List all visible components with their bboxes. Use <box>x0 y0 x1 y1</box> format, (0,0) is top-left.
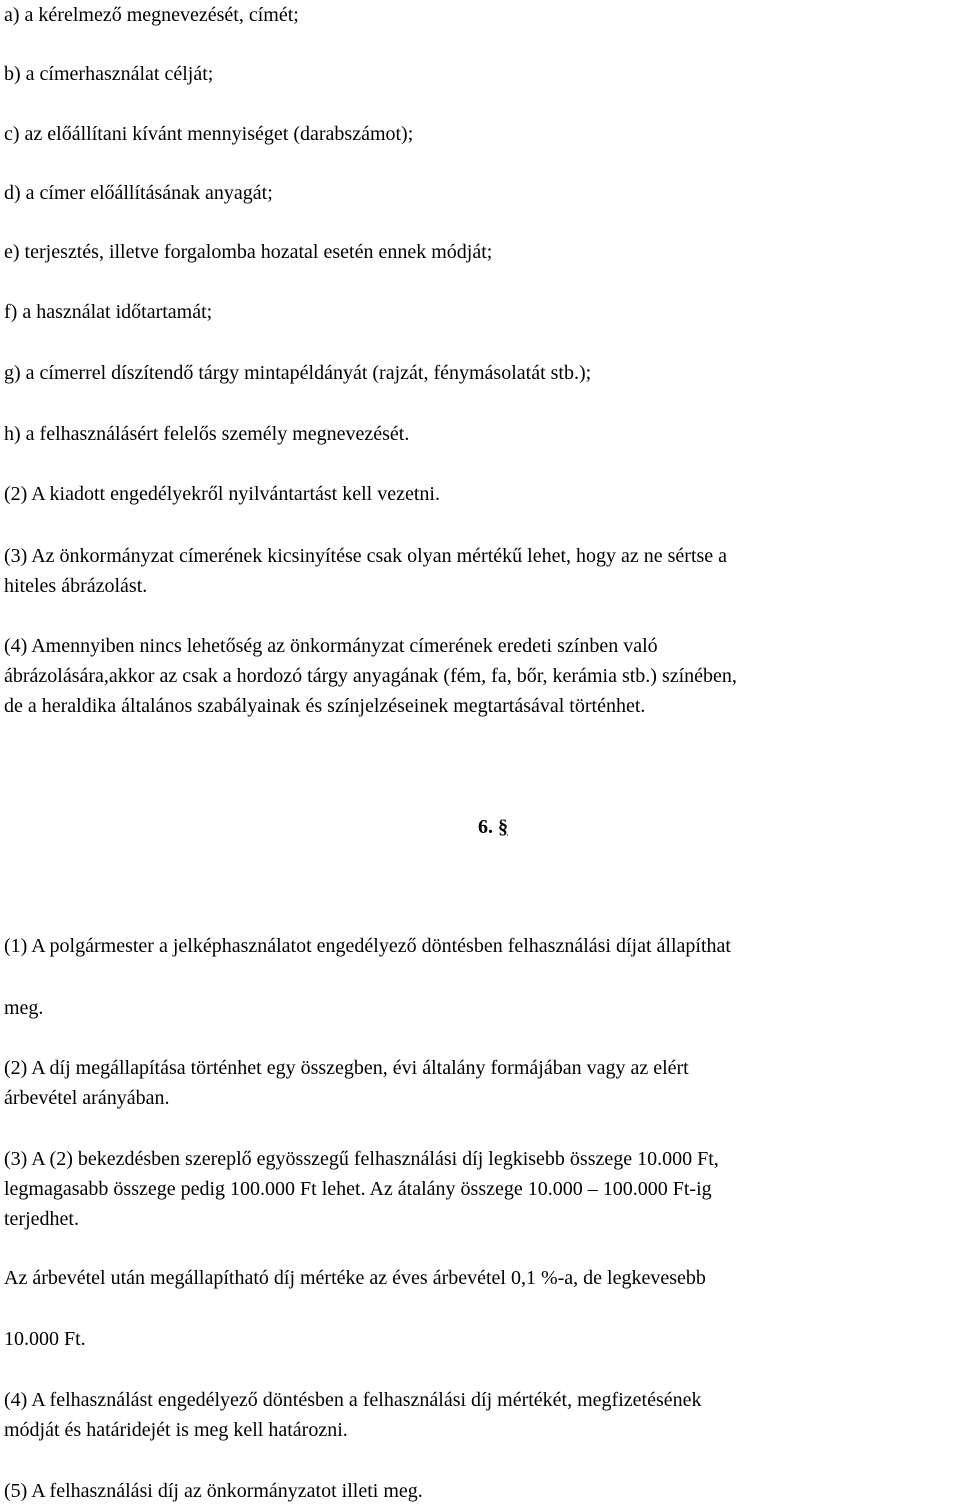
revenue-fee-line-2: 10.000 Ft. <box>4 1328 86 1350</box>
paragraph-3-line-2: hiteles ábrázolást. <box>4 575 148 597</box>
list-item-f: f) a használat időtartamát; <box>4 301 213 323</box>
paragraph-4-line-1: (4) Amennyiben nincs lehetőség az önkormányzat címerének eredeti színben való <box>4 635 658 657</box>
section-heading <box>478 815 508 839</box>
list-item-d: d) a címer előállításának anyagát; <box>4 182 273 204</box>
fee-paragraph-4-line-2: módját és határidejét is meg kell határozni. <box>4 1419 348 1441</box>
fee-paragraph-5: (5) A felhasználási díj az önkormányzatot illeti meg. <box>4 1480 423 1502</box>
paragraph-4-line-2: ábrázolására,akkor az csak a hordozó tárgy anyagának (fém, fa, bőr, kerámia stb.) színében, <box>4 665 737 687</box>
revenue-fee-line-1: Az árbevétel után megállapítható díj mértéke az éves árbevétel 0,1 %-a, de legkevesebb <box>4 1267 706 1289</box>
paragraph-2: (2) A kiadott engedélyekről nyilvántartást kell vezetni. <box>4 483 440 505</box>
list-item-e: e) terjesztés, illetve forgalomba hozatal esetén ennek módját; <box>4 241 493 263</box>
fee-paragraph-2-line-2: árbevétel arányában. <box>4 1087 170 1109</box>
fee-paragraph-1-line-1: (1) A polgármester a jelképhasználatot engedélyező döntésben felhasználási díjat állapíthat <box>4 935 731 957</box>
list-item-h: h) a felhasználásért felelős személy megnevezését. <box>4 423 410 445</box>
section-sign: § <box>498 816 508 838</box>
fee-paragraph-3-line-3: terjedhet. <box>4 1208 79 1230</box>
list-item-g: g) a címerrel díszítendő tárgy mintapéldányát (rajzát, fénymásolatát stb.); <box>4 362 592 384</box>
list-item-b: b) a címerhasználat célját; <box>4 63 214 85</box>
fee-paragraph-1-line-2: meg. <box>4 997 44 1019</box>
fee-paragraph-3-line-1: (3) A (2) bekezdésben szereplő egyösszegű felhasználási díj legkisebb összege 10.000 Ft, <box>4 1148 719 1170</box>
list-item-c: c) az előállítani kívánt mennyiséget (darabszámot); <box>4 123 414 145</box>
paragraph-4-line-3: de a heraldika általános szabályainak és színjelzéseinek megtartásával történhet. <box>4 695 646 717</box>
section-number: 6. <box>478 816 493 838</box>
fee-paragraph-4-line-1: (4) A felhasználást engedélyező döntésben a felhasználási díj mértékét, megfizetésének <box>4 1389 702 1411</box>
fee-paragraph-2-line-1: (2) A díj megállapítása történhet egy összegben, évi általány formájában vagy az elért <box>4 1057 689 1079</box>
fee-paragraph-3-line-2: legmagasabb összege pedig 100.000 Ft lehet. Az átalány összege 10.000 – 100.000 Ft-ig <box>4 1178 712 1200</box>
list-item-a: a) a kérelmező megnevezését, címét; <box>4 4 299 26</box>
paragraph-3-line-1: (3) Az önkormányzat címerének kicsinyítése csak olyan mértékű lehet, hogy az ne sértse a <box>4 545 728 567</box>
